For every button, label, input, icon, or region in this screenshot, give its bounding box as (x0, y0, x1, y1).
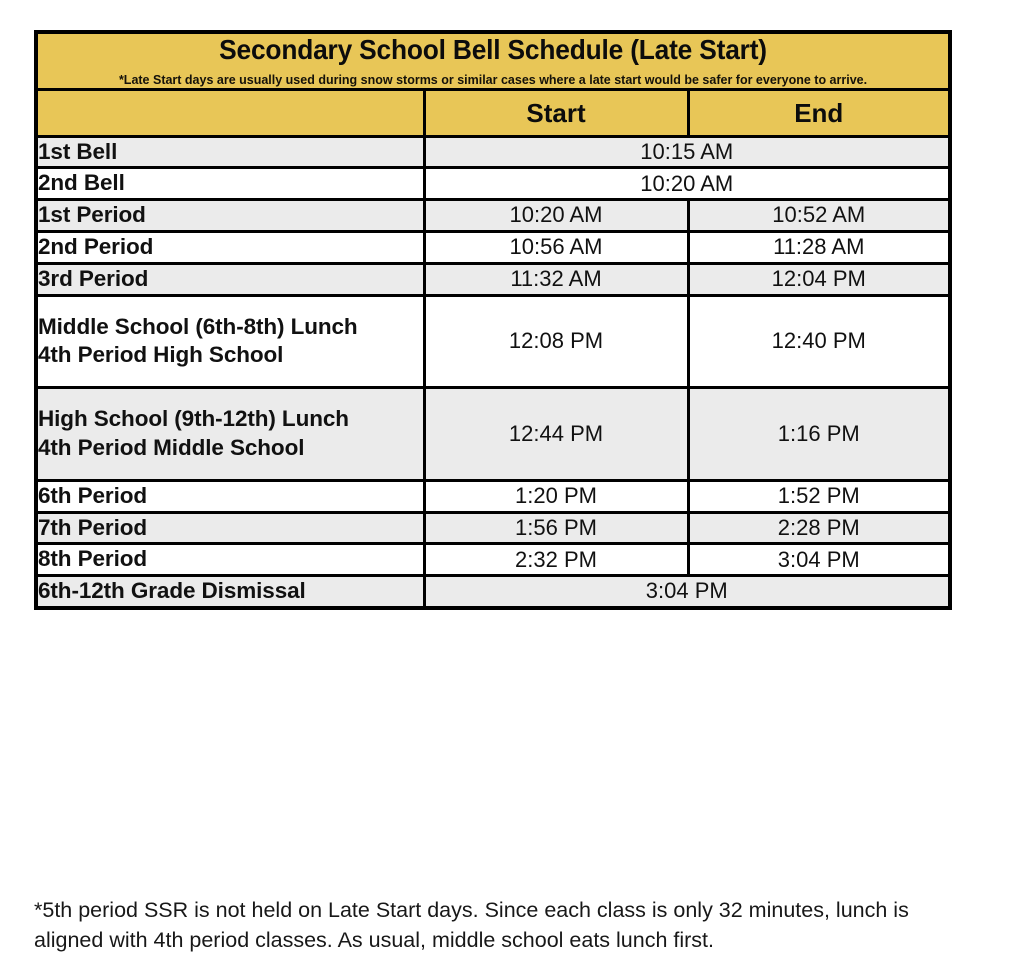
table-row (36, 480, 950, 512)
title-row (36, 32, 950, 89)
column-header-label (36, 89, 424, 136)
row-start-time: 1:20 PM (424, 480, 688, 512)
row-label (36, 295, 424, 388)
row-label: 1st Period (36, 200, 424, 232)
title-banner (36, 32, 950, 89)
row-start-time: 12:08 PM (424, 295, 688, 388)
row-label: 2nd Bell (36, 168, 424, 200)
row-start-time: 12:44 PM (424, 388, 688, 481)
table-row (36, 200, 950, 232)
bell-schedule-table (34, 30, 952, 610)
table-row (36, 232, 950, 264)
row-label: 7th Period (36, 512, 424, 544)
row-end-time: 10:52 AM (688, 200, 950, 232)
table-row (36, 388, 950, 481)
row-label-line1: Middle School (6th-8th) Lunch (38, 313, 358, 339)
row-label-line2: 4th Period High School (38, 342, 284, 368)
table-row (36, 136, 950, 168)
row-label: 6th-12th Grade Dismissal (36, 576, 424, 608)
table-row (36, 295, 950, 388)
table-row (36, 512, 950, 544)
row-label-line1: High School (9th-12th) Lunch (38, 406, 349, 432)
column-header-start: Start (424, 89, 688, 136)
table-row (36, 263, 950, 295)
row-start-time: 2:32 PM (424, 544, 688, 576)
row-end-time: 11:28 AM (688, 232, 950, 264)
column-header-end: End (688, 89, 950, 136)
row-label: 3rd Period (36, 263, 424, 295)
table-row (36, 168, 950, 200)
table-body (36, 32, 950, 608)
page-title: Secondary School Bell Schedule (Late Start) (219, 34, 767, 65)
footnote-note: *5th period SSR is not held on Late Start days. Since each class is only 32 minutes, lunch is aligned with 4th period classes. As usual, middle school eats lunch first. (34, 898, 909, 952)
row-merged-time: 3:04 PM (424, 576, 950, 608)
row-label: 6th Period (36, 480, 424, 512)
row-label (36, 388, 424, 481)
row-end-time: 1:52 PM (688, 480, 950, 512)
row-label: 2nd Period (36, 232, 424, 264)
row-end-time: 12:40 PM (688, 295, 950, 388)
row-label: 8th Period (36, 544, 424, 576)
table-row (36, 544, 950, 576)
row-start-time: 1:56 PM (424, 512, 688, 544)
table-row (36, 576, 950, 608)
row-end-time: 1:16 PM (688, 388, 950, 481)
row-start-time: 11:32 AM (424, 263, 688, 295)
row-merged-time: 10:15 AM (424, 136, 950, 168)
row-label-line2: 4th Period Middle School (38, 435, 305, 461)
column-header-row (36, 89, 950, 136)
row-end-time: 2:28 PM (688, 512, 950, 544)
row-merged-time: 10:20 AM (424, 168, 950, 200)
row-start-time: 10:20 AM (424, 200, 688, 232)
row-label: 1st Bell (36, 136, 424, 168)
row-end-time: 3:04 PM (688, 544, 950, 576)
row-end-time: 12:04 PM (688, 263, 950, 295)
row-start-time: 10:56 AM (424, 232, 688, 264)
title-subtitle-note: *Late Start days are usually used during snow storms or similar cases where a late start would be safer for everyone to arrive. (118, 72, 868, 88)
